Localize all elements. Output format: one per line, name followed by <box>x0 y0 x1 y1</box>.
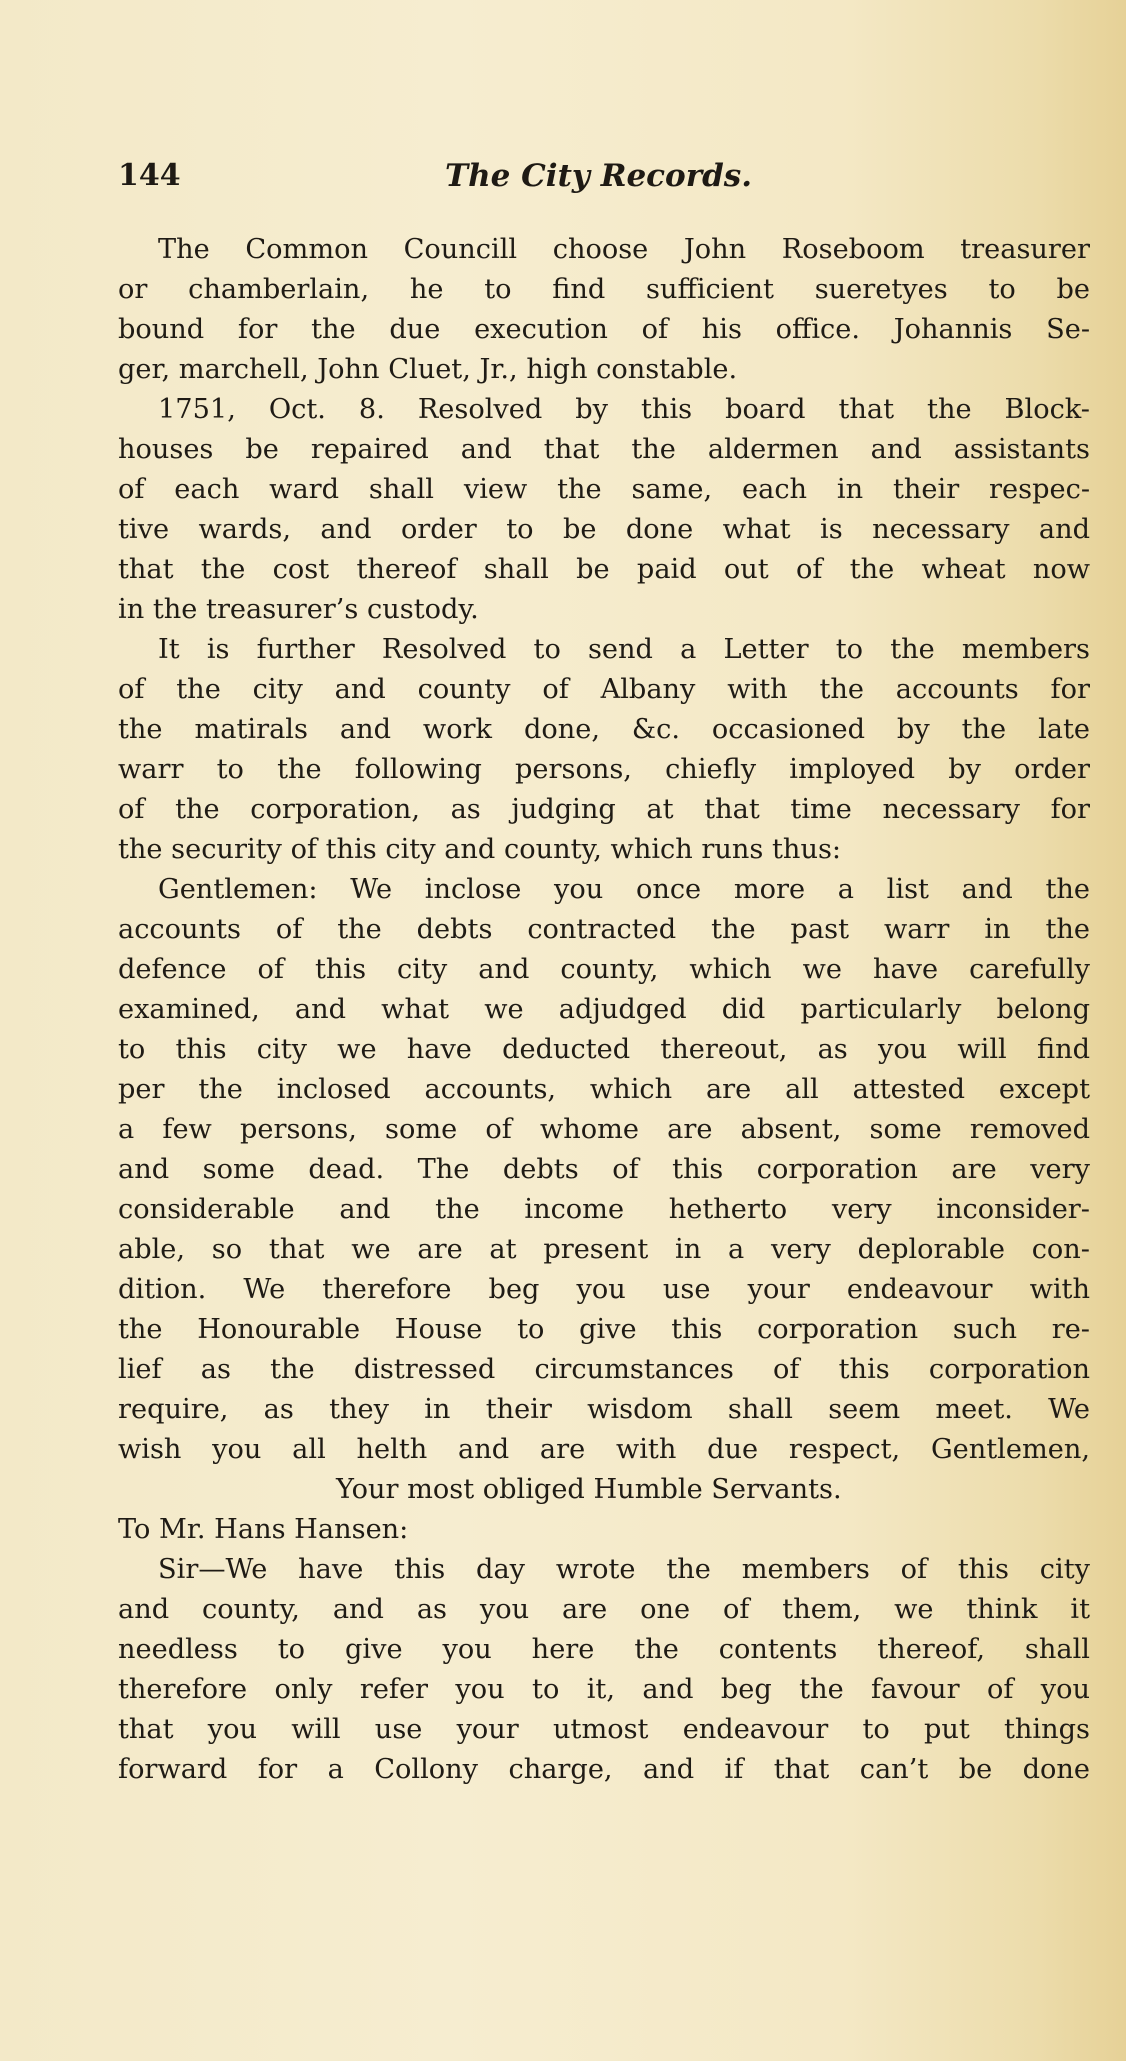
text-line: of the corporation, as judging at that time necessary for <box>118 794 1090 825</box>
page-header <box>118 158 1088 202</box>
text-line: of each ward shall view the same, each in their respec- <box>118 474 1090 505</box>
text-line: accounts of the debts contracted the past warr in the <box>118 914 1090 945</box>
text-line: and some dead. The debts of this corporation are very <box>118 1154 1090 1185</box>
text-line: houses be repaired and that the aldermen and assistants <box>118 434 1090 465</box>
text-line: the matirals and work done, &c. occasioned by the late <box>118 714 1090 745</box>
text-line: and county, and as you are one of them, we think it <box>118 1594 1090 1625</box>
text-line: warr to the following persons, chiefly imployed by order <box>118 754 1090 785</box>
text-line: forward for a Collony charge, and if that can’t be done <box>118 1754 1090 1785</box>
text-line: that the cost thereof shall be paid out of the wheat now <box>118 554 1090 585</box>
text-line: to this city we have deducted thereout, as you will find <box>118 1034 1090 1065</box>
text-line: require, as they in their wisdom shall seem meet. We <box>118 1394 1090 1425</box>
text-line: considerable and the income hetherto very inconsider- <box>118 1194 1090 1225</box>
text-line: wish you all helth and are with due respect, Gentlemen, <box>118 1434 1090 1465</box>
text-line: The Common Councill choose John Roseboom treasurer <box>158 234 1090 265</box>
text-line: needless to give you here the contents thereof, shall <box>118 1634 1090 1665</box>
text-line: ger, marchell, John Cluet, Jr., high constable. <box>118 354 738 385</box>
text-line: the Honourable House to give this corporation such re- <box>118 1314 1090 1345</box>
text-line: defence of this city and county, which we have carefully <box>118 954 1090 985</box>
letter-salutation: To Mr. Hans Hansen: <box>118 1514 409 1545</box>
text-line: of the city and county of Albany with the accounts for <box>118 674 1090 705</box>
text-line: in the treasurer’s custody. <box>118 594 479 625</box>
text-line: or chamberlain, he to find sufficient sueretyes to be <box>118 274 1090 305</box>
letter-closing: Your most obliged Humble Servants. <box>336 1474 842 1505</box>
text-line: therefore only refer you to it, and beg the favour of you <box>118 1674 1090 1705</box>
running-title: The City Records. <box>445 158 752 194</box>
text-line: Gentlemen: We inclose you once more a list and the <box>158 874 1090 905</box>
text-line: It is further Resolved to send a Letter to the members <box>158 634 1090 665</box>
text-line: 1751, Oct. 8. Resolved by this board that the Block- <box>158 394 1090 425</box>
text-line: able, so that we are at present in a very deplorable con- <box>118 1234 1090 1265</box>
text-line: lief as the distressed circumstances of this corporation <box>118 1354 1090 1385</box>
text-line: tive wards, and order to be done what is necessary and <box>118 514 1090 545</box>
text-line: dition. We therefore beg you use your endeavour with <box>118 1274 1090 1305</box>
text-line: the security of this city and county, which runs thus: <box>118 834 842 865</box>
text-line: per the inclosed accounts, which are all attested except <box>118 1074 1090 1105</box>
text-line: bound for the due execution of his office. Johannis Se- <box>118 314 1090 345</box>
text-line: Sir—We have this day wrote the members of this city <box>158 1554 1090 1585</box>
text-line: examined, and what we adjudged did particularly belong <box>118 994 1090 1025</box>
text-line: that you will use your utmost endeavour to put things <box>118 1714 1090 1745</box>
page-number: 144 <box>118 158 181 193</box>
body-text <box>118 230 1090 1790</box>
text-line: a few persons, some of whome are absent, some removed <box>118 1114 1090 1145</box>
